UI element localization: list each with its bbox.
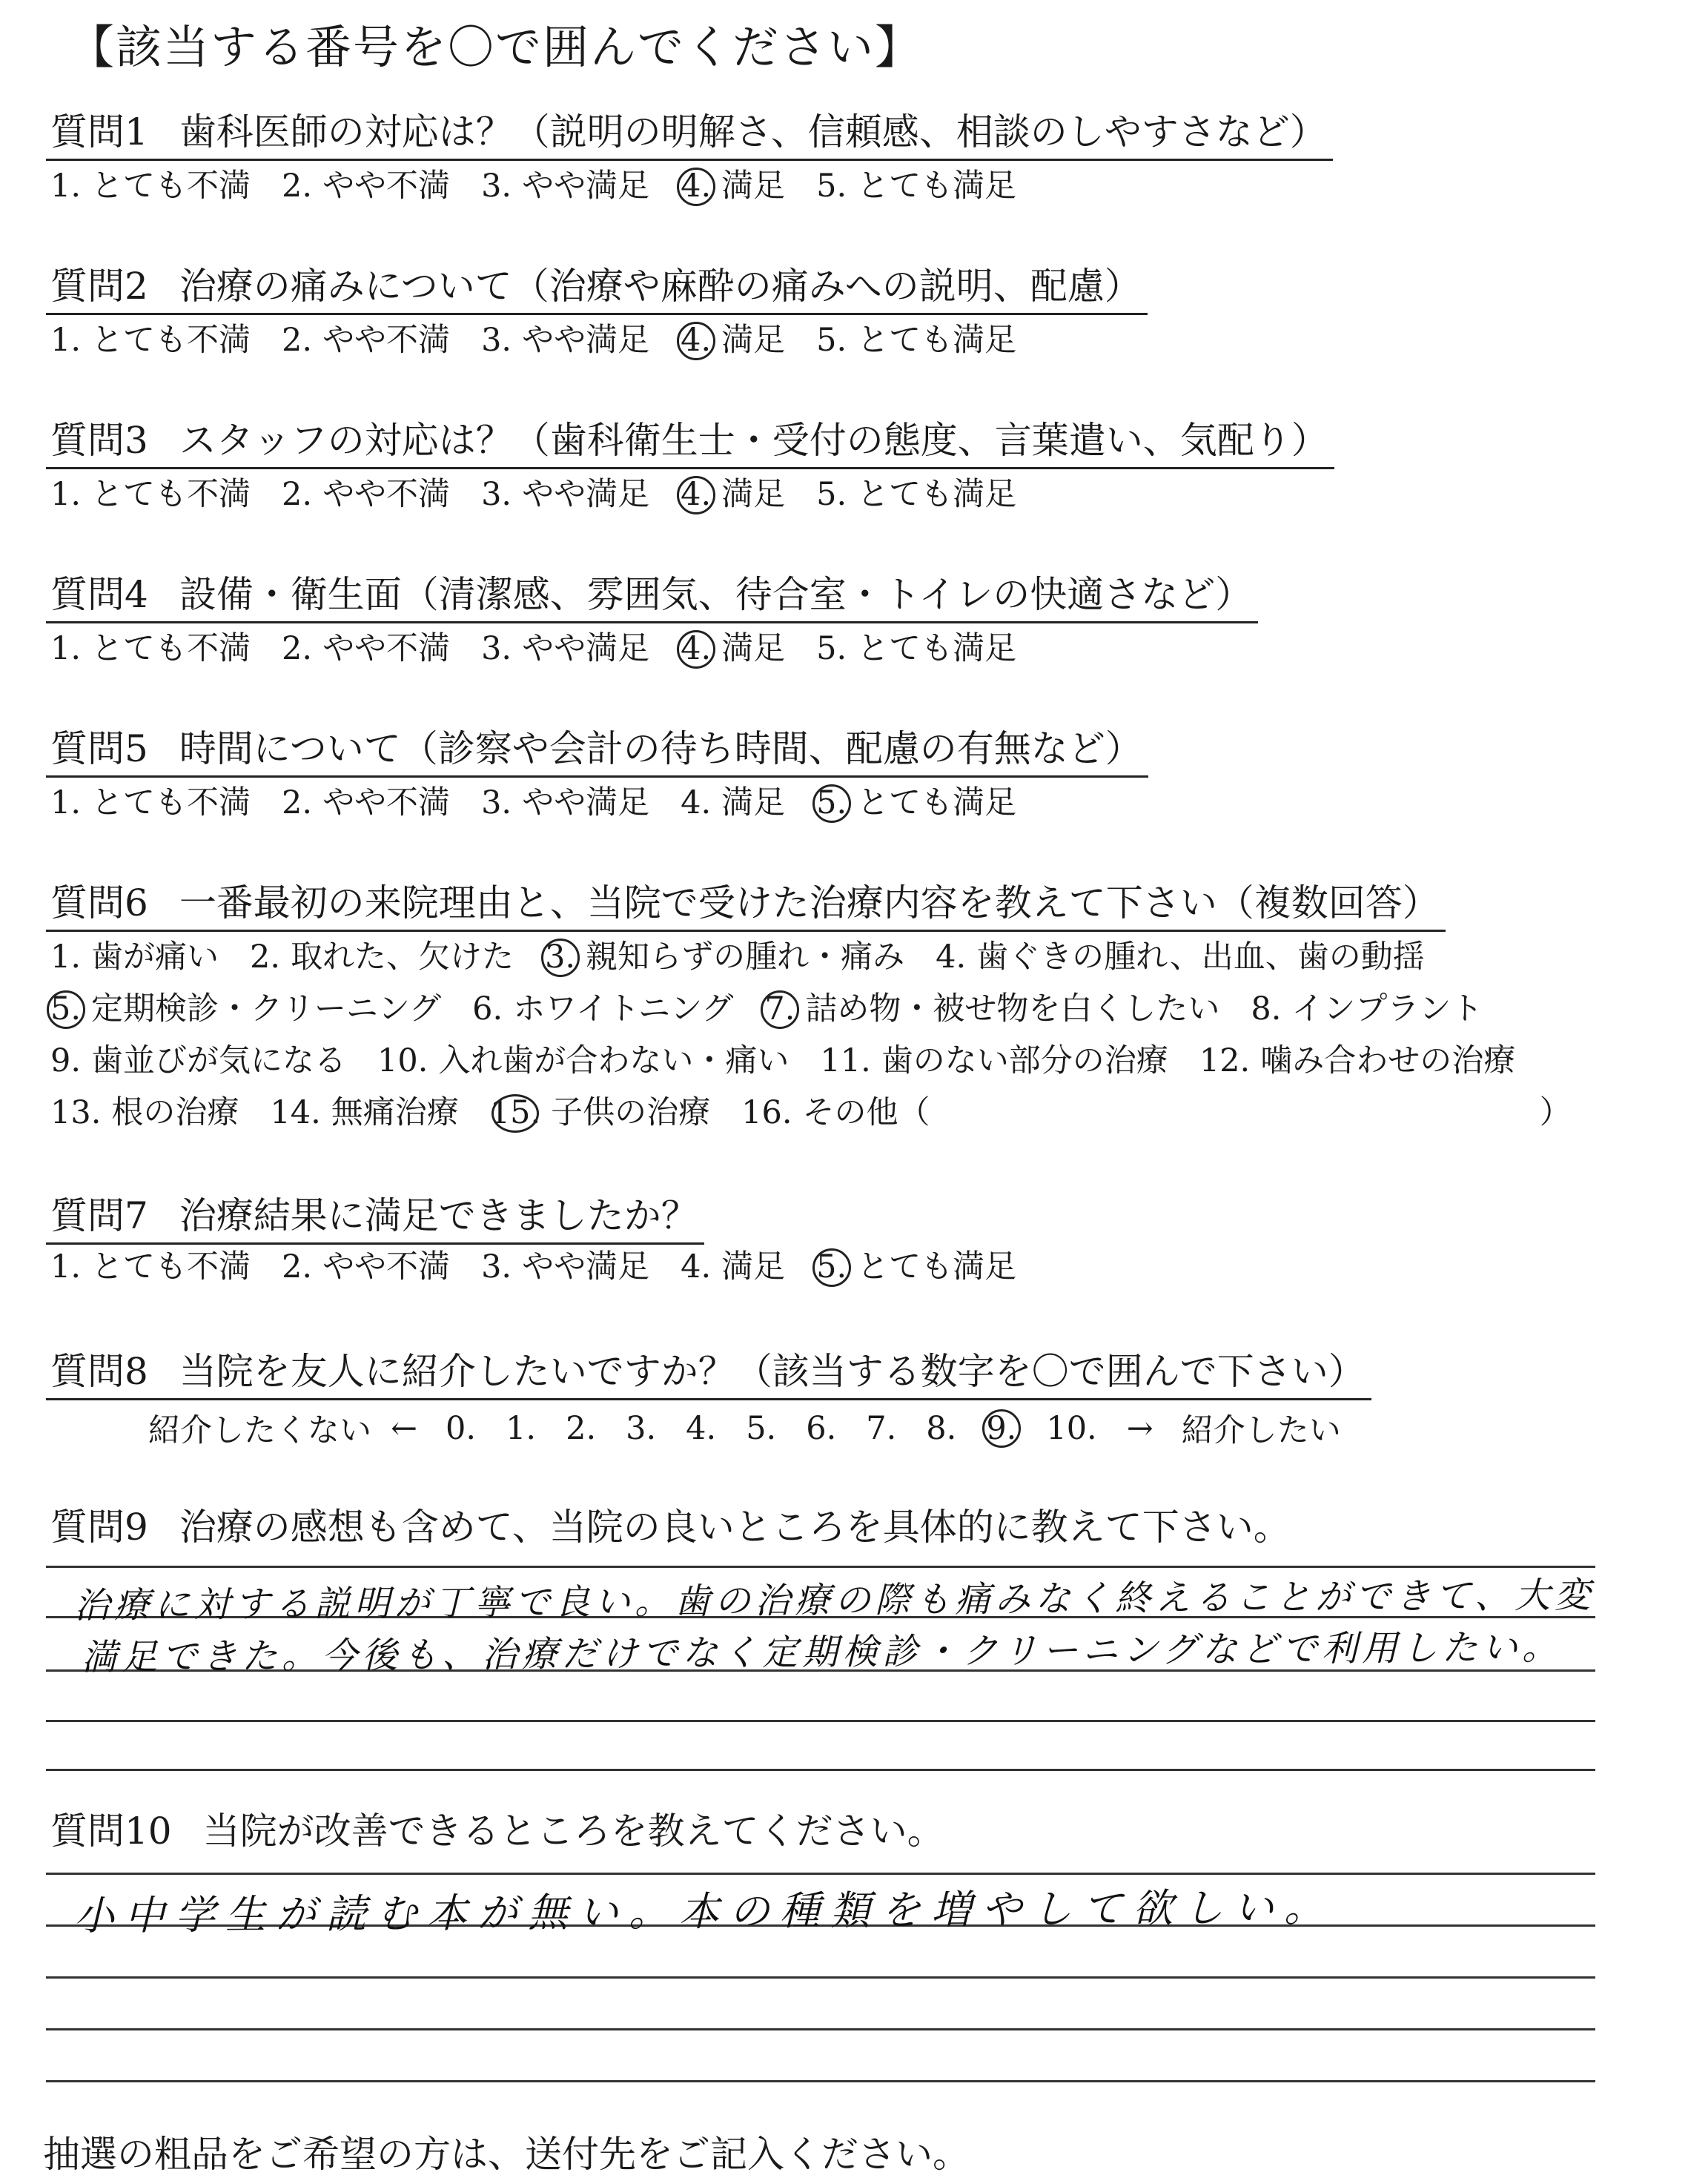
option-number: 3. [481,476,512,513]
scale-left-label: 紹介したくない [148,1412,371,1449]
q6-option-6[interactable] [472,992,733,1027]
question-number: 質問2 [50,265,148,308]
q6-option-2[interactable] [250,940,514,975]
question-text: 設備・衛生面（清潔感、雰囲気、待合室・トイレの快適さなど） [179,573,1253,616]
option-label: 歯のない部分の治療 [881,1042,1168,1079]
option-label: とても不満 [91,784,251,821]
option-label: とても不満 [91,322,251,359]
option-number: 2. [250,939,281,976]
question-text: 一番最初の来院理由と、当院で受けた治療内容を教えて下さい（複数回答） [179,881,1440,924]
option-number: 2. [282,168,313,205]
question-heading-10 [46,1810,950,1858]
scale-option-6[interactable] [806,1410,836,1447]
q3-option-5[interactable] [816,477,1016,512]
option-label: 歯ぐきの腫れ、出血、歯の動揺 [976,939,1425,976]
q6-options-row [50,992,1514,1027]
q6-options-row [50,1044,1546,1079]
option-label: 満足 [721,630,786,667]
question-number: 質問9 [50,1506,148,1549]
q3-option-3[interactable] [481,477,649,512]
option-label: やや不満 [322,476,451,513]
answer-options-3 [50,477,1047,512]
q10-writing-line [46,2028,1595,2030]
scale-option-5[interactable] [746,1410,776,1447]
q6-option-16[interactable] [741,1096,930,1131]
option-label: とても不満 [91,168,251,205]
option-label: やや満足 [522,1248,650,1285]
q10-writing-line [46,2080,1595,2082]
option-number: 3. [481,630,512,667]
arrow-right-icon: → [1126,1409,1153,1447]
q9-writing-line [46,1769,1595,1771]
option-label: やや不満 [322,1248,451,1285]
question-number: 質問3 [50,419,148,462]
question-number: 質問5 [50,727,148,770]
scale-number: 2. [566,1409,597,1447]
q10-writing-line [46,1976,1595,1979]
option-number: 5. [816,476,847,513]
option-number: 5. [816,168,847,205]
question-heading-2 [46,265,1148,315]
question-text: 歯科医師の対応は？（説明の明解さ、信頼感、相談のしやすさなど） [179,110,1327,153]
scale-number: 7. [866,1409,897,1447]
option-label: やや満足 [522,476,650,513]
q7-option-4[interactable] [681,1250,785,1285]
option-label: 満足 [721,322,786,359]
option-label: やや満足 [522,322,650,359]
q6-option-12[interactable] [1199,1044,1515,1079]
scale-option-7[interactable] [866,1410,896,1447]
scale-option-8[interactable] [926,1410,956,1447]
option-number: 1. [50,322,82,359]
q5-option-2[interactable] [282,786,450,821]
option-label: とても満足 [857,784,1017,821]
q7-option-5[interactable] [816,1250,1016,1285]
option-label: 詰め物・被せ物を白くしたい [805,990,1220,1027]
q6-option-15[interactable] [490,1096,710,1131]
question-number: 質問6 [50,881,148,924]
scale-option-2[interactable] [566,1410,596,1447]
question-text: スタッフの対応は？（歯科衛生士・受付の態度、言葉遣い、気配り） [179,419,1328,462]
option-number: 4. [681,322,712,359]
q6-option-3[interactable] [545,940,904,975]
option-number: 2. [282,476,313,513]
answer-options-2 [50,323,1047,358]
option-label: ホワイトニング [513,990,734,1027]
option-number: 5. [816,1248,847,1285]
scale-option-10[interactable] [1046,1410,1096,1447]
option-number: 3. [481,784,512,821]
option-label: インプラント [1291,990,1483,1027]
option-number: 13. [50,1094,102,1131]
q3-option-2[interactable] [282,477,450,512]
answer-options-5 [50,786,1047,821]
option-number: 3. [481,168,512,205]
option-number: 1. [50,476,82,513]
option-label: 取れた、欠けた [291,939,514,976]
option-number: 4. [681,630,712,667]
option-label: とても満足 [857,476,1017,513]
q1-option-4[interactable] [681,169,785,204]
q1-option-3[interactable] [481,169,649,204]
scale-option-3[interactable] [626,1410,656,1447]
question-heading-5 [46,728,1148,778]
option-number: 5. [816,784,847,821]
option-label: とても満足 [857,630,1017,667]
q6-options-row [50,1096,1572,1131]
option-label: 入れ歯が合わない・痛い [438,1042,790,1079]
q6-option-11[interactable] [820,1044,1168,1079]
q9-writing-line [46,1720,1595,1722]
scale-option-0[interactable] [446,1410,476,1447]
q6-option-1[interactable] [50,940,219,975]
question-number: 質問1 [50,110,148,153]
arrow-left-icon: ← [391,1409,418,1447]
question-text: 治療結果に満足できましたか？ [179,1194,698,1237]
q7-option-3[interactable] [481,1250,649,1285]
q9-handwritten-answer: 治療に対する説明が丁寧で良い。歯の治療の際も痛みなく終えることができて、大変 [73,1574,1595,1627]
option-number: 5. [816,630,847,667]
q4-option-5[interactable] [816,632,1016,666]
option-label: 根の治療 [111,1094,239,1131]
scale-option-4[interactable] [686,1410,716,1447]
option-label: やや満足 [522,630,650,667]
scale-number: 6. [806,1409,837,1447]
q3-option-1[interactable] [50,477,251,512]
q2-option-2[interactable] [282,323,450,358]
option-number: 2. [282,630,313,667]
scale-number: 1. [506,1409,537,1447]
q6-option-10[interactable] [377,1044,789,1079]
question-text: 治療の感想も含めて、当院の良いところを具体的に教えて下さい。 [179,1506,1291,1549]
q5-option-5[interactable] [816,786,1016,821]
option-label: とても満足 [857,1248,1017,1285]
answer-options-1 [50,169,1047,204]
option-number: 7. [764,990,795,1027]
q6-option-4[interactable] [936,940,1425,975]
option-number: 3. [481,322,512,359]
question-heading-6 [46,882,1446,932]
question-text: 時間について（診察や会計の待ち時間、配慮の有無など） [179,727,1142,770]
question-heading-7 [46,1195,704,1245]
option-label: 歯並びが気になる [91,1042,347,1079]
option-label: その他（ [802,1094,930,1131]
scale-number: 9. [986,1409,1017,1447]
option-label: 無痛治療 [331,1094,459,1131]
question-text: 当院を友人に紹介したいですか？（該当する数字を〇で囲んで下さい） [179,1350,1366,1393]
option-number: 1. [50,784,82,821]
option-label: やや不満 [322,322,451,359]
option-number: 1. [50,168,82,205]
option-number: 4. [681,1248,712,1285]
option-number: 1. [50,939,82,976]
option-label: やや不満 [322,784,451,821]
option-number: 2. [282,322,313,359]
question-heading-8 [46,1351,1371,1400]
q3-option-4[interactable] [681,477,785,512]
q10-writing-line [46,1873,1595,1875]
question-heading-4 [46,574,1258,623]
q2-option-3[interactable] [481,323,649,358]
q6-option-9[interactable] [50,1044,346,1079]
answer-options-4 [50,632,1047,666]
option-label: とても不満 [91,476,251,513]
q7-option-1[interactable] [50,1250,251,1285]
option-number: 16. [741,1094,792,1131]
option-number: 14. [270,1094,321,1131]
option-label: やや不満 [322,630,451,667]
recommend-scale [148,1406,1360,1451]
q1-option-2[interactable] [282,169,450,204]
option-label: 満足 [721,476,786,513]
q2-option-1[interactable] [50,323,251,358]
scale-number: 10. [1046,1409,1097,1447]
answer-options-7 [50,1250,1047,1285]
option-number: 4. [681,784,712,821]
option-label: やや満足 [522,784,650,821]
option-label: 満足 [721,168,786,205]
page-title: 【該当する番号を〇で囲んでください】 [68,20,923,74]
option-label: やや不満 [322,168,451,205]
q6-option-14[interactable] [270,1096,458,1131]
scale-option-9[interactable] [986,1410,1016,1447]
option-number: 15. [489,1094,541,1131]
option-number: 8. [1251,990,1282,1027]
option-label: 子供の治療 [551,1094,711,1131]
scale-right-label: 紹介したい [1181,1412,1341,1449]
option-label: 満足 [721,784,786,821]
option-label: 定期検診・クリーニング [91,990,442,1027]
q9-handwritten-answer: 満足できた。今後も、治療だけでなく定期検診・クリーニングなどで利用したい。 [81,1626,1563,1678]
option-label: 噛み合わせの治療 [1260,1042,1516,1079]
q4-option-1[interactable] [50,632,251,666]
option-number: 3. [545,939,576,976]
option-number: 1. [50,630,82,667]
option-number: 6. [472,990,503,1027]
footer-note: 抽選の粗品をご希望の方は、送付先をご記入ください。 [43,2133,970,2176]
q2-option-4[interactable] [681,323,785,358]
q6-option-5[interactable] [50,992,441,1027]
question-heading-1 [46,111,1333,161]
q2-option-5[interactable] [816,323,1016,358]
scale-option-1[interactable] [506,1410,536,1447]
scale-number: 3. [626,1409,657,1447]
option-label: とても不満 [91,630,251,667]
option-number: 5. [816,322,847,359]
question-number: 質問7 [50,1194,148,1237]
q6-option-7[interactable] [764,992,1219,1027]
other-close-paren: ） [1539,1094,1572,1131]
option-number: 5. [50,990,82,1027]
option-number: 2. [282,784,313,821]
option-number: 10. [377,1042,428,1079]
option-number: 12. [1199,1042,1251,1079]
option-number: 9. [50,1042,82,1079]
scale-number: 5. [746,1409,777,1447]
option-label: とても不満 [91,1248,251,1285]
question-number: 質問10 [50,1810,172,1853]
question-number: 質問4 [50,573,148,616]
q5-option-4[interactable] [681,786,785,821]
q7-option-2[interactable] [282,1250,450,1285]
option-label: とても満足 [857,322,1017,359]
option-label: 歯が痛い [91,939,219,976]
option-label: 親知らずの腫れ・痛み [586,939,905,976]
option-label: とても満足 [857,168,1017,205]
option-label: 満足 [721,1248,786,1285]
question-text: 当院が改善できるところを教えてください。 [202,1810,944,1853]
question-text: 治療の痛みについて（治療や麻酔の痛みへの説明、配慮） [179,265,1142,308]
q1-option-1[interactable] [50,169,251,204]
q6-option-13[interactable] [50,1096,239,1131]
q4-option-2[interactable] [282,632,450,666]
q4-option-4[interactable] [681,632,785,666]
option-number: 4. [681,476,712,513]
option-label: やや満足 [522,168,650,205]
option-number: 4. [681,168,712,205]
q6-options-row [50,940,1456,975]
scale-number: 0. [446,1409,477,1447]
scale-number: 8. [926,1409,957,1447]
option-number: 2. [282,1248,313,1285]
scale-number: 4. [686,1409,717,1447]
q5-option-1[interactable] [50,786,251,821]
question-number: 質問8 [50,1350,148,1393]
q4-option-3[interactable] [481,632,649,666]
option-number: 1. [50,1248,82,1285]
question-heading-3 [46,420,1334,469]
q1-option-5[interactable] [816,169,1016,204]
q10-handwritten-answer: 小中学生が読む本が無い。本の種類を増やして欲しい。 [73,1884,1335,1939]
q5-option-3[interactable] [481,786,649,821]
option-number: 11. [820,1042,871,1079]
q6-option-8[interactable] [1251,992,1483,1027]
option-number: 3. [481,1248,512,1285]
question-heading-9 [46,1506,1297,1554]
option-number: 4. [936,939,967,976]
